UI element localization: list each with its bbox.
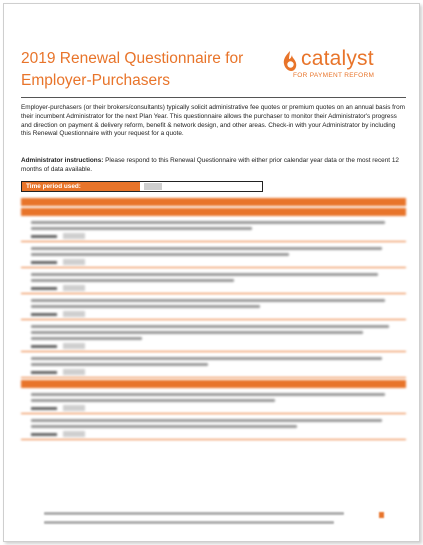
response-field[interactable] xyxy=(63,369,85,375)
page-title-line-1: 2019 Renewal Questionnaire for xyxy=(21,50,244,67)
question-item xyxy=(21,268,406,294)
catalyst-logo xyxy=(281,47,411,86)
time-period-row xyxy=(21,181,263,192)
admin-instructions-label: Administrator instructions: xyxy=(21,157,104,164)
page-title xyxy=(21,48,291,92)
response-field[interactable] xyxy=(63,259,85,265)
question-item xyxy=(21,388,406,414)
question-item xyxy=(21,242,406,268)
question-item xyxy=(21,352,406,378)
response-field[interactable] xyxy=(63,311,85,317)
response-field[interactable] xyxy=(63,233,85,239)
admin-instructions-text: Please respond to this Renewal Questionnaire with either prior calendar year data or the most recent 12 months of data available. xyxy=(21,157,399,173)
header-divider xyxy=(21,97,406,98)
question-item xyxy=(21,294,406,320)
response-field[interactable] xyxy=(63,285,85,291)
response-field[interactable] xyxy=(63,405,85,411)
intro-paragraph: Employer-purchasers (or their brokers/consultants) typically solicit administrative fee quotes or premium quotes on an annual basis from their incumbent Administrator for the next Plan Year. This questionnaire allows the purchaser to monitor their Administrator's progress and direction on payment & delivery reform, benefit & network design, and other areas. Check-in with your Administrator by including this Renewal Questionnaire with your request for a quote. xyxy=(21,104,405,138)
question-item xyxy=(21,216,406,242)
logo-tagline: FOR PAYMENT REFORM xyxy=(293,72,375,79)
section-bar xyxy=(21,380,406,388)
question-item xyxy=(21,320,406,352)
page-title-line-2: Employer-Purchasers xyxy=(21,72,171,89)
response-field[interactable] xyxy=(63,431,85,437)
footer-page-number xyxy=(379,512,384,518)
section-bar xyxy=(21,208,406,216)
admin-instructions xyxy=(21,157,406,175)
flame-logo-icon xyxy=(281,50,299,72)
time-period-label: Time period used: xyxy=(22,182,140,191)
time-period-field[interactable] xyxy=(144,183,162,190)
logo-brand: catalyst xyxy=(301,47,374,70)
response-field[interactable] xyxy=(63,343,85,349)
page-footer xyxy=(44,512,384,524)
document-page xyxy=(3,3,420,542)
table-header-bar xyxy=(21,198,406,206)
question-item xyxy=(21,414,406,440)
questionnaire-table xyxy=(21,198,406,488)
